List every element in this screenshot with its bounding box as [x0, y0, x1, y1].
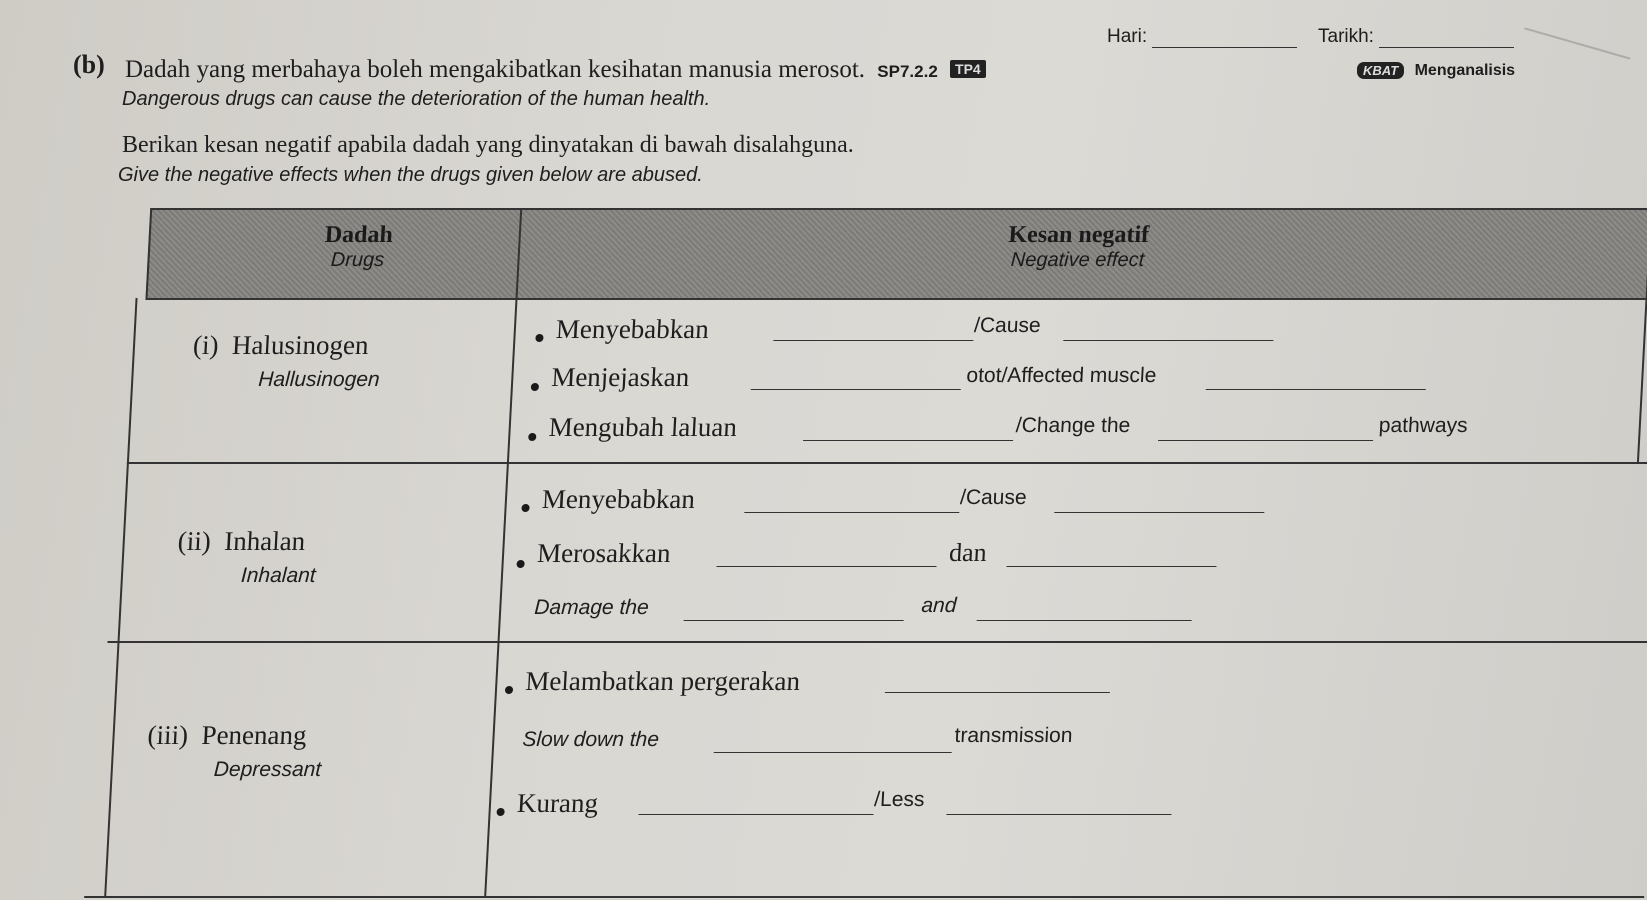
row-divider: [107, 641, 1647, 643]
hari-field: [1107, 26, 1297, 48]
bullet-icon: [535, 334, 543, 342]
answer-blank[interactable]: [1054, 512, 1264, 513]
drug-malay-text: Inhalan: [223, 526, 307, 556]
effect-english: otot/Affected muscle: [965, 364, 1157, 387]
row-divider: [145, 298, 1645, 300]
page-edge: [1524, 0, 1647, 60]
effect-english: Damage the: [533, 596, 650, 619]
effect-malay: Menyebabkan: [555, 314, 710, 344]
effect-malay: Menyebabkan: [541, 484, 696, 514]
drug-name-english: Inhalant: [240, 564, 317, 587]
row-number: (ii): [177, 526, 212, 556]
drug-name-malay: [177, 526, 306, 557]
tarikh-field: [1318, 26, 1514, 48]
answer-blank[interactable]: [744, 512, 959, 513]
instruction-malay: Berikan kesan negatif apabila dadah yang dinyatakan di bawah disalahguna.: [122, 132, 854, 158]
bullet-icon: [516, 560, 524, 568]
col2-header-english: Negative effect: [1010, 249, 1145, 271]
kbat-tag: [1357, 62, 1515, 80]
col1-header-english: Drugs: [330, 249, 385, 271]
drug-malay-text: Halusinogen: [231, 330, 370, 360]
question-malay-text: Dadah yang merbahaya boleh mengakibatkan kesihatan manusia merosot.: [125, 56, 866, 83]
drug-name-english: Hallusinogen: [257, 368, 381, 391]
effect-malay: Melambatkan pergerakan: [524, 666, 801, 696]
drug-name-malay: [147, 720, 308, 751]
col2-header-malay: Kesan negatif: [1007, 222, 1150, 248]
answer-blank[interactable]: [803, 440, 1013, 441]
effect-english: /Less: [873, 788, 926, 811]
effect-english: /Change the: [1015, 414, 1131, 437]
col1-header-malay: Dadah: [324, 222, 394, 248]
drug-name-english: Depressant: [213, 758, 322, 781]
answer-blank[interactable]: [638, 814, 873, 815]
effect-malay: Merosakkan: [536, 538, 672, 568]
answer-blank[interactable]: [1063, 340, 1273, 341]
row-number: (i): [192, 330, 220, 360]
effect-english: Slow down the: [521, 728, 660, 751]
standard-code: SP7.2.2: [877, 62, 938, 81]
drug-malay-text: Penenang: [200, 720, 308, 750]
answer-blank[interactable]: [1006, 566, 1216, 567]
effect-english: and: [920, 594, 958, 617]
answer-blank[interactable]: [1206, 389, 1426, 390]
bullet-icon: [528, 433, 536, 441]
col-divider: [104, 298, 137, 898]
answer-blank[interactable]: [684, 620, 904, 621]
effect-malay: Menjejaskan: [550, 362, 691, 392]
answer-table: [44, 208, 1647, 900]
effect-english: dan: [948, 538, 988, 567]
col1-header: [207, 222, 510, 272]
question-label: (b): [73, 50, 105, 79]
hari-blank[interactable]: [1152, 47, 1297, 48]
answer-blank[interactable]: [885, 692, 1110, 693]
kbat-skill: Menganalisis: [1414, 62, 1516, 79]
effect-english: /Cause: [973, 314, 1042, 337]
drug-name-malay: [192, 330, 369, 361]
answer-blank[interactable]: [716, 566, 936, 567]
tarikh-label: Tarikh:: [1318, 26, 1374, 47]
answer-blank[interactable]: [714, 752, 952, 753]
hari-label: Hari:: [1107, 26, 1148, 47]
question-malay: [125, 56, 986, 84]
answer-blank[interactable]: [977, 620, 1192, 621]
effect-english-end: pathways: [1378, 414, 1469, 437]
bullet-icon: [531, 383, 539, 391]
row-number: (iii): [146, 720, 189, 750]
bullet-icon: [505, 686, 513, 694]
effect-malay: Kurang: [516, 788, 599, 818]
row-divider: [127, 462, 1647, 464]
answer-blank[interactable]: [1158, 440, 1373, 441]
answer-blank[interactable]: [751, 389, 961, 390]
answer-blank[interactable]: [773, 340, 973, 341]
tp-badge: TP4: [950, 60, 986, 78]
tarikh-blank[interactable]: [1379, 47, 1514, 48]
kbat-badge: KBAT: [1357, 62, 1404, 79]
question-english: Dangerous drugs can cause the deterioration of the human health.: [122, 88, 711, 110]
row-divider: [84, 896, 1644, 898]
effect-english: /Cause: [959, 486, 1028, 509]
effect-malay: Mengubah laluan: [548, 412, 738, 442]
answer-blank[interactable]: [946, 814, 1171, 815]
instruction-english: Give the negative effects when the drugs given below are abused.: [118, 164, 703, 186]
bullet-icon: [521, 504, 529, 512]
bullet-icon: [496, 808, 504, 816]
col2-header: [877, 222, 1280, 272]
effect-english: transmission: [954, 724, 1074, 747]
